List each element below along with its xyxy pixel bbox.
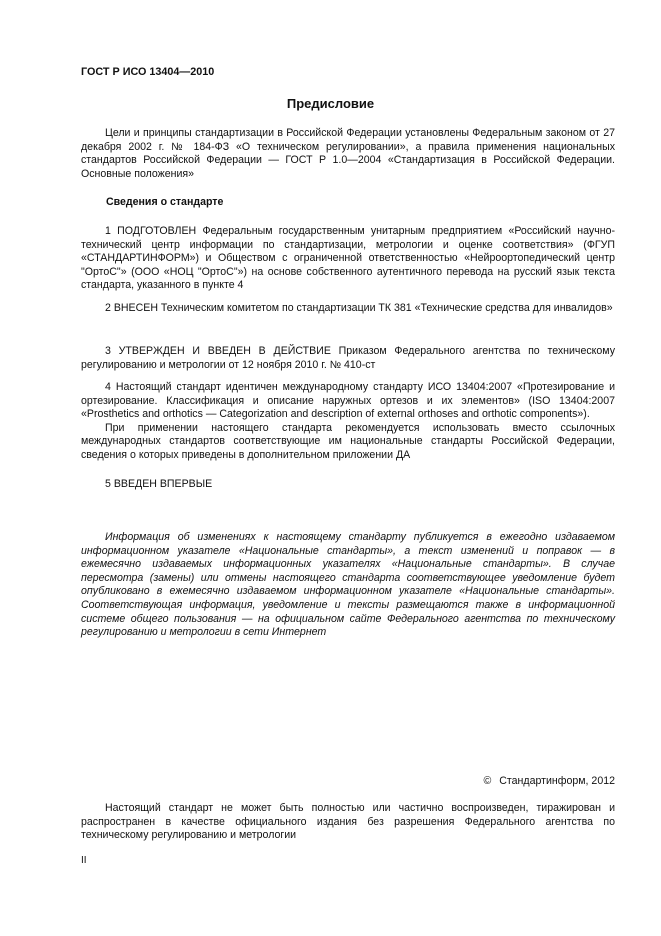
item-4-block bbox=[81, 381, 615, 463]
standard-item: 2 ВНЕСЕН Техническим комитетом по стандартизации ТК 381 «Технические средства для инвалидов» bbox=[105, 302, 613, 314]
item-2-block bbox=[81, 302, 615, 316]
reproduction-notice: Настоящий стандарт не может быть полностью или частично воспроизведен, тиражирован и распространен в качестве официального издания без разрешения Федерального агентства по техническому регулированию и метрологии bbox=[81, 802, 615, 842]
changes-info-block bbox=[81, 531, 615, 640]
standard-item: 4 Настоящий стандарт идентичен международному стандарту ИСО 13404:2007 «Протезирование и ортезирование. Классификация и описание наружных ортезов и их элементов» (ISO 13404:2007 «Prosthetics and orthotics — Categorization and description of external orthoses and orthotic components»). bbox=[81, 381, 615, 421]
standard-item: 5 ВВЕДЕН ВПЕРВЫЕ bbox=[105, 478, 213, 490]
intro-paragraph: Цели и принципы стандартизации в Российской Федерации установлены Федеральным законом от 27 декабря 2002 г. № 184-ФЗ «О техническом регулировании», а правила применения национальных стандартов Российской Федерации — ГОСТ Р 1.0—2004 «Стандартизация в Российской Федерации. Основные положения» bbox=[81, 127, 615, 180]
page-title: Предисловие bbox=[286, 96, 375, 111]
changes-info-paragraph: Информация об изменениях к настоящему стандарту публикуется в ежегодно издаваемом информационном указателе «Национальные стандарты», а текст изменений и поправок — в ежемесячно издаваемых информационных указателях «Национальные стандарты». В случае пересмотра (замены) или отмены настоящего стандарта соответствующее уведомление будет опубликовано в ежемесячно издаваемом информационном указателе «Национальные стандарты». Соответствующая информация, уведомление и тексты размещаются также в информационной системе общего пользования — на официальном сайте Федерального агентства по техническому регулированию и метрологии в сети Интернет bbox=[81, 531, 615, 639]
standard-item: 1 ПОДГОТОВЛЕН Федеральным государственным унитарным предприятием «Российский научно-технический центр информации по стандартизации, метрологии и оценке соответствия» (ФГУП «СТАНДАРТИНФОРМ») и Обществом с ограниченной ответственностью «Нейроортопедический центр "ОртоС"» (ООО «НОЦ "ОртоС"») на основе собственного аутентичного перевода на русский язык текста стандарта, указанного в пункте 4 bbox=[81, 225, 615, 292]
reproduction-notice-block bbox=[81, 802, 615, 843]
copyright-text: Стандартинформ, 2012 bbox=[499, 775, 615, 787]
standard-item-note: При применении настоящего стандарта рекомендуется использовать вместо ссылочных международных стандартов соответствующие им национальные стандарты Российской Федерации, сведения о которых приведены в дополнительном приложении ДА bbox=[81, 421, 615, 461]
standard-code-header: ГОСТ Р ИСО 13404—2010 bbox=[81, 66, 215, 78]
item-3-block bbox=[81, 345, 615, 372]
intro-block bbox=[81, 127, 615, 181]
section-heading: Сведения о стандарте bbox=[106, 196, 224, 208]
item-1-block bbox=[81, 225, 615, 293]
page-number: II bbox=[81, 855, 87, 866]
standard-item: 3 УТВЕРЖДЕН И ВВЕДЕН В ДЕЙСТВИЕ Приказом Федерального агентства по техническому регулированию и метрологии от 12 ноября 2010 г. № 410-ст bbox=[81, 345, 615, 371]
item-5-block bbox=[81, 478, 615, 492]
copyright-line bbox=[483, 775, 615, 789]
copyright-symbol: © bbox=[483, 775, 492, 787]
